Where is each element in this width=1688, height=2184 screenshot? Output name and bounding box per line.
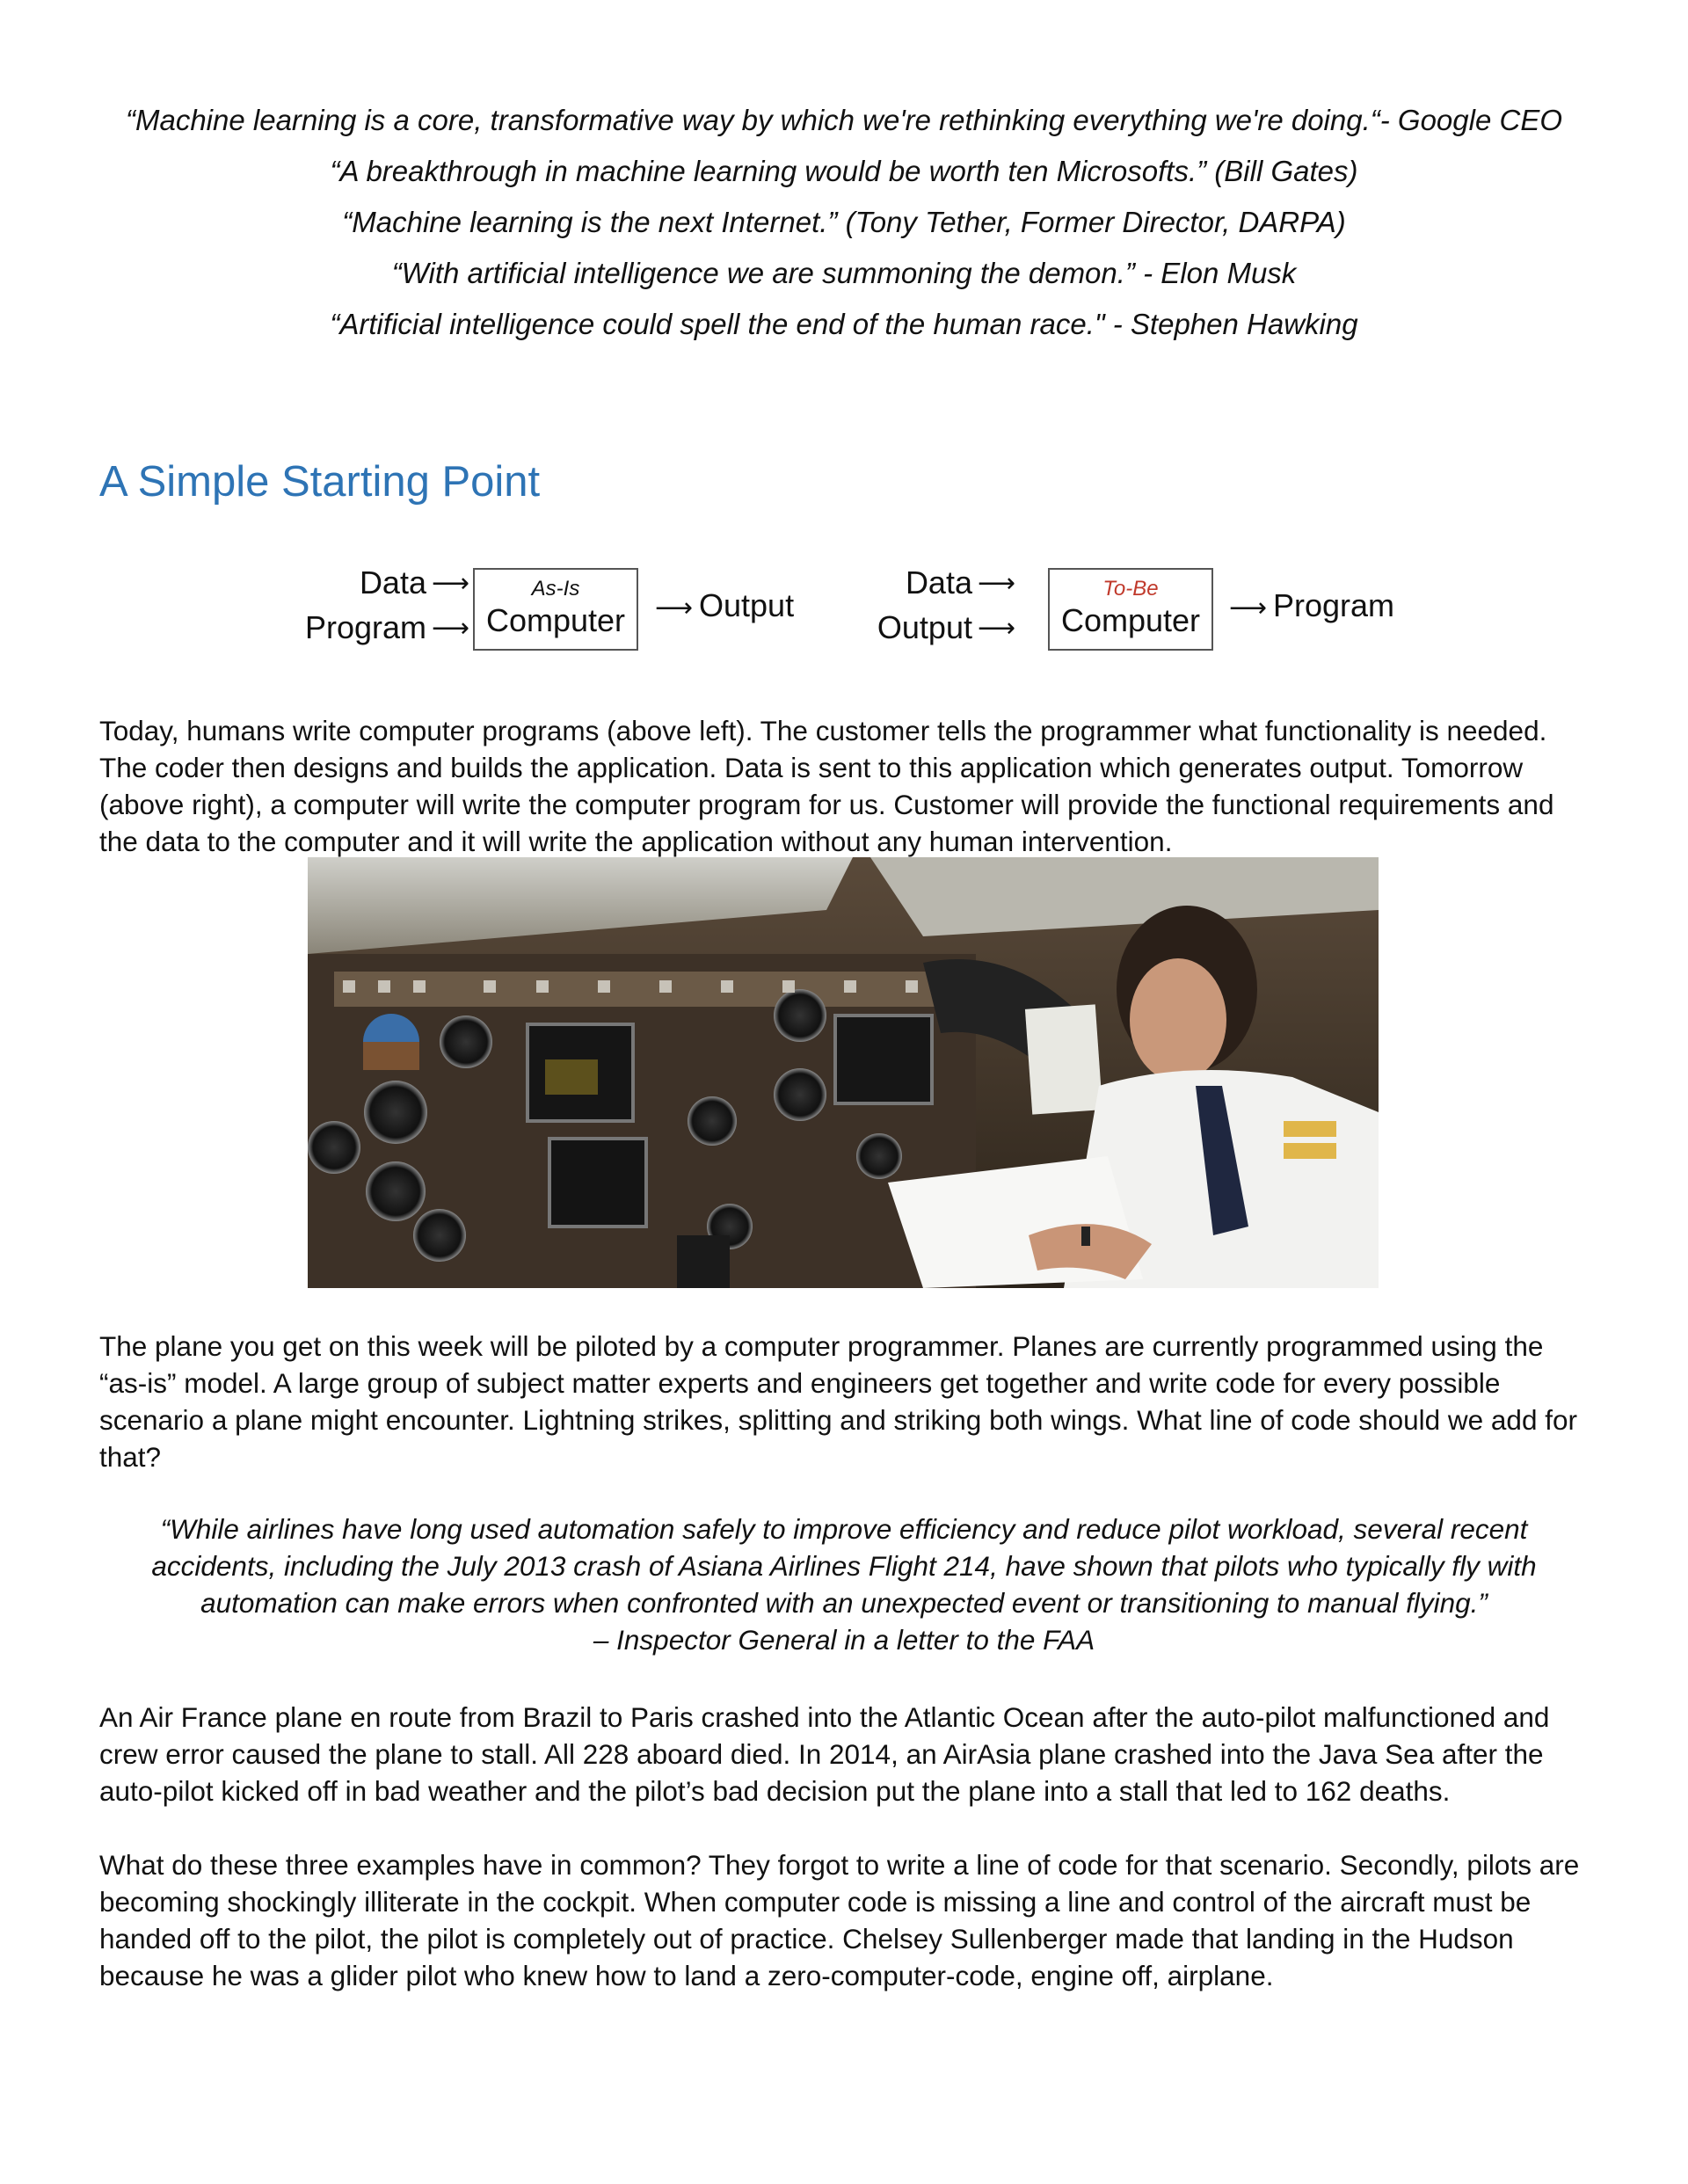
quote-tony-tether: “Machine learning is the next Internet.” (Tony Tether, Former Director, DARPA) <box>342 206 1346 238</box>
arrow-right-icon: ⟶ <box>431 614 469 643</box>
to-be-output-label: Program <box>1273 587 1395 623</box>
arrow-right-icon: ⟶ <box>431 569 469 598</box>
to-be-input-output-label: Output <box>877 609 972 645</box>
arrow-right-icon: ⟶ <box>977 614 1015 643</box>
conclusion-paragraph: What do these three examples have in common? They forgot to write a line of code for that scenario. Secondly, pilots are becoming shockingly illiterate in the cockpit. When computer code is missing a line and control of the aircraft must be handed off to the pilot, the pilot is completely out of practice. Chelsey Sullenberger made that landing in the Hudson because he was a glider pilot who knew how to land a zero-computer-code, engine off, airplane. <box>99 1849 1580 1991</box>
to-be-input-data <box>877 561 1015 606</box>
as-is-input-program <box>305 606 469 651</box>
block-quote-attribution: – Inspector General in a letter to the FAA <box>593 1624 1095 1656</box>
quote-elon-musk: “With artificial intelligence we are summoning the demon.” - Elon Musk <box>391 257 1297 289</box>
as-is-input-data-label: Data <box>359 564 426 601</box>
as-is-computer-box <box>473 568 638 651</box>
to-be-tag: To-Be <box>1102 577 1159 601</box>
arrow-right-icon: ⟶ <box>977 569 1015 598</box>
arrow-right-icon: ⟶ <box>1229 593 1268 622</box>
to-be-input-data-label: Data <box>905 564 972 601</box>
opening-quotes <box>0 95 1688 350</box>
intro-paragraph: Today, humans write computer programs (above left). The customer tells the programmer what functionality is needed. The coder then designs and builds the application. Data is sent to this application which generates output. Tomorrow (above right), a computer will write the computer program for us. Customer will provide the functional requirements and the data to the computer and it will write the application without any human intervention. <box>99 715 1554 857</box>
quote-google-ceo: “Machine learning is a core, transformative way by which we're rethinking everything we're doing.“- Google CEO <box>126 104 1562 136</box>
as-is-inputs <box>305 561 469 651</box>
as-is-tag: As-Is <box>531 577 580 601</box>
to-be-computer-label: Computer <box>1060 602 1201 638</box>
crashes-paragraph: An Air France plane en route from Brazil to Paris crashed into the Atlantic Ocean after the auto-pilot malfunctioned and crew error caused the plane to stall. All 228 aboard died. In 2014, an AirAsia plane crashed into the Java Sea after the auto-pilot kicked off in bad weather and the pilot’s bad decision put the plane into a stall that led to 162 deaths. <box>99 1701 1550 1807</box>
as-is-input-program-label: Program <box>304 609 426 645</box>
to-be-computer-box <box>1048 568 1213 651</box>
quote-bill-gates: “A breakthrough in machine learning would be worth ten Microsofts.” (Bill Gates) <box>330 155 1358 187</box>
to-be-inputs <box>877 561 1015 651</box>
section-heading: A Simple Starting Point <box>99 458 541 506</box>
as-is-computer-label: Computer <box>485 602 626 638</box>
plane-paragraph: The plane you get on this week will be piloted by a computer programmer. Planes are currently programmed using the “as-is” model. A large group of subject matter experts and engineers get together and write code for every possible scenario a plane might encounter. Lightning strikes, splitting and striking both wings. What line of code should we add for that? <box>99 1330 1577 1473</box>
quote-stephen-hawking: “Artificial intelligence could spell the end of the human race." - Stephen Hawking <box>330 308 1358 340</box>
as-is-to-be-diagram <box>0 554 1688 677</box>
block-quote-text: “While airlines have long used automation safely to improve efficiency and reduce pilot workload, several recent accidents, including the July 2013 crash of Asiana Airlines Flight 214, have shown that pilots who typically fly with automation can make errors when confronted with an unexpected event or transitioning to manual flying.” <box>151 1513 1537 1619</box>
as-is-output-label: Output <box>699 587 795 623</box>
as-is-diagram <box>0 554 844 677</box>
to-be-diagram <box>844 554 1688 677</box>
cockpit-photo <box>308 857 1379 1288</box>
inspector-general-quote <box>132 1511 1556 1658</box>
arrow-right-icon: ⟶ <box>655 593 694 622</box>
to-be-input-output <box>877 606 1015 651</box>
as-is-input-data <box>305 561 469 606</box>
